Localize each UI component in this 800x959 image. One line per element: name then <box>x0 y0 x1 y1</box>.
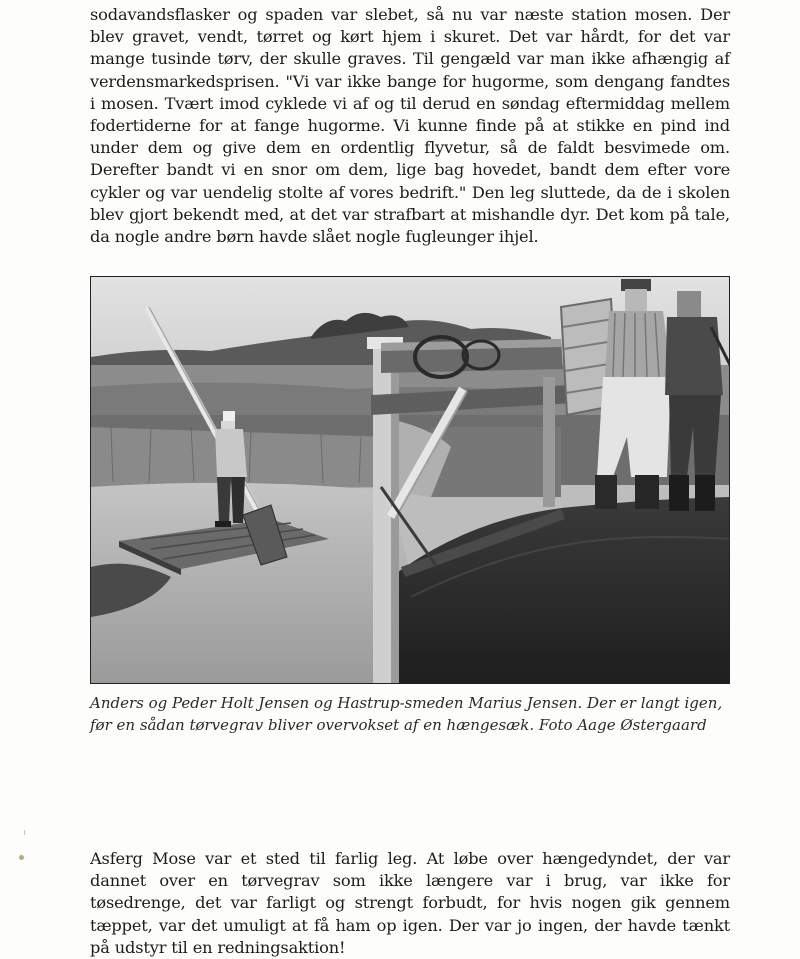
photo-caption: Anders og Peder Holt Jensen og Hastrup-smeden Marius Jensen. Der er langt igen, før en sådan tørvegrav bliver overvokset af en hængesæk. Foto Aage Østergaard <box>90 694 723 734</box>
body-paragraph-bottom: Asferg Mose var et sted til farlig leg. At løbe over hængedyndet, der var dannet over en tørvegrav som ikke længere var i brug, var ikke for tøsedrenge, det var farligt og strengt forbudt, for hvis nogen gik gennem tæppet, var det umuligt at få ham op igen. Der var jo ingen, der havde tænkt på udstyr til en redningsaktion! <box>90 849 730 957</box>
margin-dot <box>19 855 24 860</box>
photograph-peat-digging <box>90 276 730 684</box>
body-paragraph-top: sodavandsflasker og spaden var slebet, så nu var næste station mosen. Der blev gravet, vendt, tørret og kørt hjem i skuret. Det var hårdt, for det var mange tusinde tørv, der skulle graves. Til gengæld var man ikke afhængig af verdensmarkedsprisen. "Vi var ikke bange for hugorme, som dengang fandtes i mosen. Tvært imod cyklede vi af og til derud en søndag eftermiddag mellem fodertiderne for at fange hugorme. Vi kunne finde på at stikke en pind ind under dem og give dem en ordentlig flyvetur, så de faldt besvimede om. Derefter bandt vi en snor om dem, lige bag hovedet, bandt dem efter vore cykler og var uendelig stolte af vores bedrift." Den leg sluttede, da de i skolen blev gjort bekendt med, at det var strafbart at mishandle dyr. Det kom på tale, da nogle andre børn havde slået nogle fugleunger ihjel. <box>90 5 730 247</box>
margin-mark <box>24 830 25 835</box>
